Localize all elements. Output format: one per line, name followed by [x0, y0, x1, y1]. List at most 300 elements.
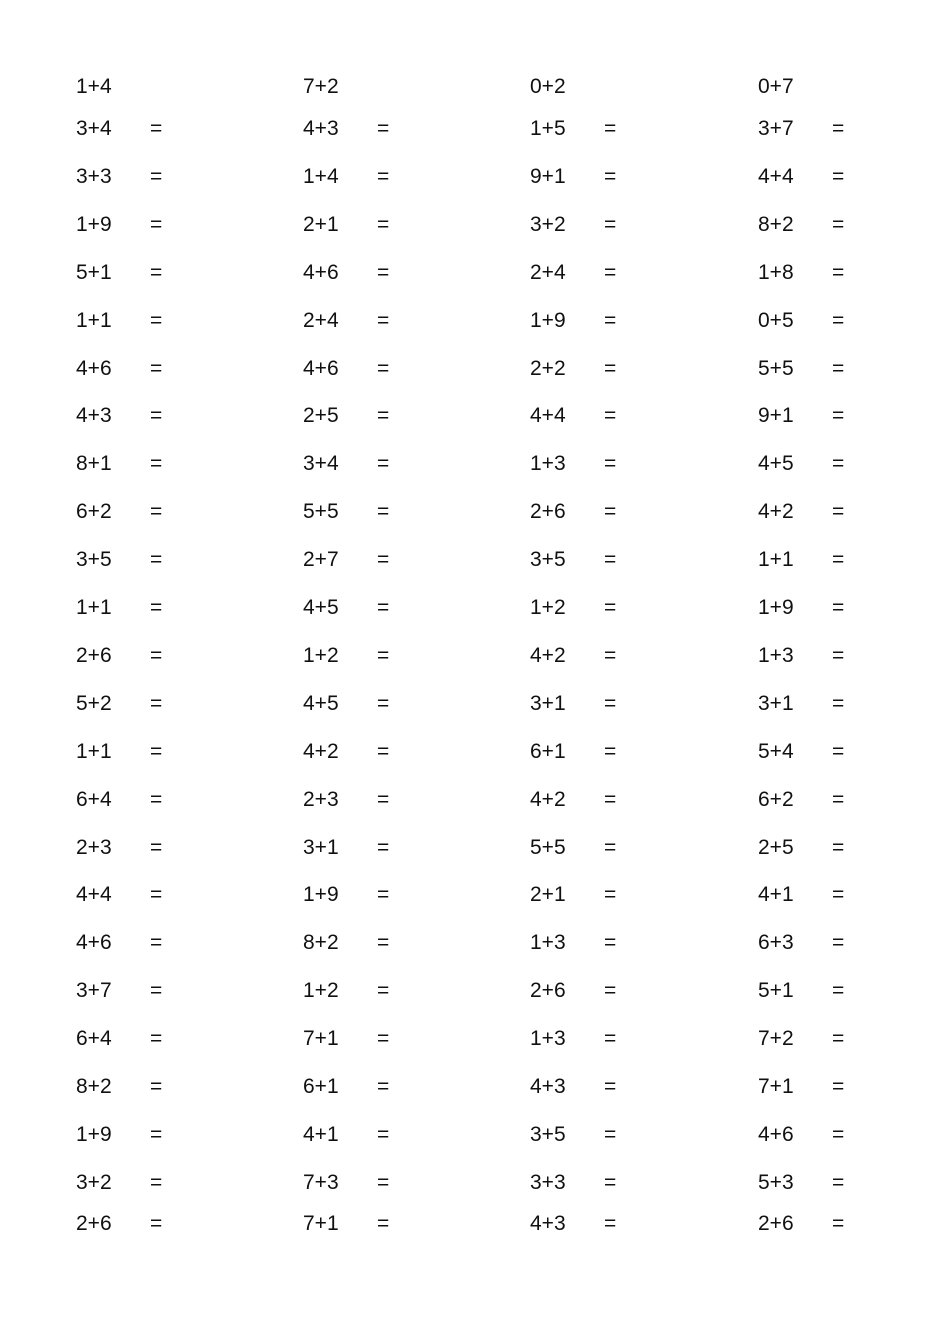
problem-expression: 1+1: [758, 548, 794, 571]
problem-cell: [76, 641, 276, 671]
problem-expression: 1+2: [303, 979, 339, 1002]
problem-expression: 4+6: [76, 931, 112, 954]
equals-sign: =: [832, 836, 845, 859]
equals-sign: =: [832, 165, 845, 188]
equals-sign: =: [150, 213, 163, 236]
problem-cell: [758, 210, 950, 240]
problem-cell: [76, 1168, 276, 1198]
problem-expression: 0+2: [530, 75, 566, 98]
equals-sign: =: [377, 1171, 390, 1194]
equals-sign: =: [377, 500, 390, 523]
problem-cell: [76, 976, 276, 1006]
problem-row: [0, 1209, 950, 1239]
equals-sign: =: [150, 117, 163, 140]
equals-sign: =: [377, 452, 390, 475]
problem-expression: 4+1: [758, 883, 794, 906]
problem-expression: 5+5: [530, 836, 566, 859]
problem-expression: 3+3: [76, 165, 112, 188]
equals-sign: =: [604, 1212, 617, 1235]
equals-sign: =: [604, 548, 617, 571]
problem-expression: 3+7: [76, 979, 112, 1002]
problem-row: [0, 976, 950, 1006]
problem-expression: 6+4: [76, 1027, 112, 1050]
problem-cell: [303, 354, 503, 384]
problem-cell: [530, 401, 730, 431]
problem-cell: [76, 497, 276, 527]
equals-sign: =: [377, 548, 390, 571]
problem-cell: [76, 258, 276, 288]
problem-expression: 7+2: [303, 75, 339, 98]
equals-sign: =: [604, 404, 617, 427]
problem-cell: [303, 1024, 503, 1054]
problem-cell: [758, 689, 950, 719]
problem-expression: 9+1: [530, 165, 566, 188]
equals-sign: =: [150, 1171, 163, 1194]
problem-cell: [303, 162, 503, 192]
problem-row: [0, 593, 950, 623]
equals-sign: =: [604, 596, 617, 619]
problem-cell: [758, 114, 950, 144]
problem-expression: 1+2: [530, 596, 566, 619]
equals-sign: =: [377, 357, 390, 380]
equals-sign: =: [604, 261, 617, 284]
problem-row: [0, 689, 950, 719]
problem-cell: [76, 72, 276, 102]
problem-cell: [303, 114, 503, 144]
equals-sign: =: [150, 740, 163, 763]
equals-sign: =: [604, 165, 617, 188]
problem-cell: [530, 737, 730, 767]
problem-cell: [303, 1072, 503, 1102]
problem-cell: [530, 545, 730, 575]
problem-expression: 1+3: [530, 1027, 566, 1050]
problem-row: [0, 928, 950, 958]
problem-cell: [530, 833, 730, 863]
equals-sign: =: [604, 788, 617, 811]
equals-sign: =: [832, 1212, 845, 1235]
equals-sign: =: [150, 692, 163, 715]
equals-sign: =: [377, 404, 390, 427]
problem-expression: 6+4: [76, 788, 112, 811]
problem-expression: 6+1: [303, 1075, 339, 1098]
problem-expression: 4+4: [758, 165, 794, 188]
problem-expression: 5+5: [758, 357, 794, 380]
problem-expression: 2+6: [530, 979, 566, 1002]
problem-expression: 9+1: [758, 404, 794, 427]
problem-expression: 3+2: [530, 213, 566, 236]
problem-expression: 8+1: [76, 452, 112, 475]
problem-expression: 7+2: [758, 1027, 794, 1050]
problem-expression: 4+3: [530, 1075, 566, 1098]
problem-cell: [530, 880, 730, 910]
problem-cell: [530, 210, 730, 240]
problem-cell: [758, 1209, 950, 1239]
equals-sign: =: [832, 213, 845, 236]
problem-cell: [530, 258, 730, 288]
equals-sign: =: [604, 1171, 617, 1194]
equals-sign: =: [150, 452, 163, 475]
problem-expression: 4+1: [303, 1123, 339, 1146]
problem-cell: [303, 306, 503, 336]
equals-sign: =: [150, 548, 163, 571]
problem-cell: [303, 641, 503, 671]
problem-expression: 7+1: [758, 1075, 794, 1098]
problem-cell: [76, 401, 276, 431]
problem-expression: 3+1: [758, 692, 794, 715]
equals-sign: =: [377, 261, 390, 284]
problem-cell: [530, 449, 730, 479]
problem-cell: [76, 833, 276, 863]
problem-expression: 5+1: [76, 261, 112, 284]
problem-cell: [530, 354, 730, 384]
problem-expression: 1+4: [303, 165, 339, 188]
problem-expression: 2+5: [758, 836, 794, 859]
equals-sign: =: [832, 692, 845, 715]
equals-sign: =: [377, 165, 390, 188]
problem-cell: [76, 306, 276, 336]
problem-cell: [76, 449, 276, 479]
problem-cell: [303, 737, 503, 767]
problem-expression: 1+4: [76, 75, 112, 98]
problem-cell: [758, 258, 950, 288]
equals-sign: =: [377, 692, 390, 715]
problem-row: [0, 401, 950, 431]
problem-expression: 6+3: [758, 931, 794, 954]
equals-sign: =: [604, 452, 617, 475]
problem-cell: [530, 1024, 730, 1054]
problem-expression: 4+3: [76, 404, 112, 427]
equals-sign: =: [604, 213, 617, 236]
problem-expression: 3+3: [530, 1171, 566, 1194]
problem-cell: [530, 497, 730, 527]
problem-expression: 6+1: [530, 740, 566, 763]
problem-expression: 1+9: [530, 309, 566, 332]
equals-sign: =: [832, 1171, 845, 1194]
problem-expression: 1+5: [530, 117, 566, 140]
problem-cell: [758, 449, 950, 479]
problem-expression: 3+5: [530, 548, 566, 571]
equals-sign: =: [150, 644, 163, 667]
problem-expression: 2+1: [530, 883, 566, 906]
problem-cell: [303, 1209, 503, 1239]
problem-row: [0, 1024, 950, 1054]
problem-expression: 2+6: [76, 1212, 112, 1235]
problem-expression: 8+2: [76, 1075, 112, 1098]
equals-sign: =: [150, 309, 163, 332]
problem-cell: [76, 210, 276, 240]
equals-sign: =: [604, 644, 617, 667]
problem-row: [0, 258, 950, 288]
problem-row: [0, 785, 950, 815]
problem-cell: [758, 162, 950, 192]
equals-sign: =: [832, 883, 845, 906]
equals-sign: =: [150, 261, 163, 284]
equals-sign: =: [150, 357, 163, 380]
problem-expression: 7+3: [303, 1171, 339, 1194]
equals-sign: =: [604, 692, 617, 715]
problem-cell: [76, 689, 276, 719]
problem-cell: [758, 976, 950, 1006]
problem-cell: [76, 162, 276, 192]
problem-expression: 7+1: [303, 1212, 339, 1235]
problem-cell: [76, 354, 276, 384]
equals-sign: =: [832, 740, 845, 763]
problem-cell: [76, 593, 276, 623]
equals-sign: =: [377, 836, 390, 859]
problem-cell: [758, 833, 950, 863]
equals-sign: =: [377, 309, 390, 332]
equals-sign: =: [832, 596, 845, 619]
problem-expression: 2+4: [530, 261, 566, 284]
problem-expression: 2+3: [76, 836, 112, 859]
problem-expression: 4+5: [303, 596, 339, 619]
problem-expression: 1+1: [76, 740, 112, 763]
problem-cell: [758, 401, 950, 431]
problem-cell: [303, 689, 503, 719]
problem-cell: [758, 1120, 950, 1150]
problem-cell: [530, 593, 730, 623]
problem-expression: 4+4: [530, 404, 566, 427]
problem-expression: 5+3: [758, 1171, 794, 1194]
problem-row: [0, 545, 950, 575]
problem-cell: [76, 928, 276, 958]
equals-sign: =: [832, 979, 845, 1002]
equals-sign: =: [832, 309, 845, 332]
problem-expression: 6+2: [758, 788, 794, 811]
problem-expression: 2+6: [76, 644, 112, 667]
problem-cell: [303, 928, 503, 958]
problem-expression: 2+6: [758, 1212, 794, 1235]
problem-expression: 1+2: [303, 644, 339, 667]
equals-sign: =: [832, 117, 845, 140]
equals-sign: =: [377, 788, 390, 811]
problem-cell: [76, 737, 276, 767]
problem-expression: 4+6: [76, 357, 112, 380]
problem-cell: [758, 1168, 950, 1198]
problem-cell: [530, 928, 730, 958]
problem-expression: 1+9: [76, 213, 112, 236]
equals-sign: =: [604, 1027, 617, 1050]
equals-sign: =: [150, 931, 163, 954]
problem-cell: [303, 593, 503, 623]
problem-cell: [303, 449, 503, 479]
problem-expression: 2+3: [303, 788, 339, 811]
problem-expression: 4+2: [530, 788, 566, 811]
problem-cell: [758, 593, 950, 623]
problem-cell: [303, 72, 503, 102]
problem-cell: [758, 545, 950, 575]
problem-cell: [303, 1168, 503, 1198]
equals-sign: =: [377, 740, 390, 763]
problem-expression: 7+1: [303, 1027, 339, 1050]
problem-cell: [76, 1024, 276, 1054]
problem-row: [0, 497, 950, 527]
problem-expression: 5+2: [76, 692, 112, 715]
equals-sign: =: [150, 1075, 163, 1098]
equals-sign: =: [832, 1027, 845, 1050]
equals-sign: =: [604, 1123, 617, 1146]
equals-sign: =: [604, 836, 617, 859]
problem-cell: [76, 1209, 276, 1239]
equals-sign: =: [832, 548, 845, 571]
equals-sign: =: [832, 644, 845, 667]
problem-cell: [303, 976, 503, 1006]
problem-cell: [758, 880, 950, 910]
problem-cell: [76, 1072, 276, 1102]
problem-cell: [530, 785, 730, 815]
problem-expression: 2+4: [303, 309, 339, 332]
problem-cell: [530, 1120, 730, 1150]
problem-cell: [303, 880, 503, 910]
equals-sign: =: [150, 883, 163, 906]
equals-sign: =: [150, 788, 163, 811]
problem-cell: [76, 545, 276, 575]
problem-cell: [758, 1072, 950, 1102]
problem-row: [0, 354, 950, 384]
equals-sign: =: [150, 1212, 163, 1235]
problem-cell: [758, 497, 950, 527]
problem-cell: [530, 162, 730, 192]
problem-expression: 8+2: [758, 213, 794, 236]
problem-cell: [303, 210, 503, 240]
equals-sign: =: [604, 117, 617, 140]
problem-expression: 4+5: [303, 692, 339, 715]
equals-sign: =: [832, 931, 845, 954]
problem-cell: [758, 306, 950, 336]
problem-row: [0, 833, 950, 863]
problem-cell: [303, 545, 503, 575]
equals-sign: =: [832, 452, 845, 475]
problem-expression: 6+2: [76, 500, 112, 523]
problem-expression: 4+2: [758, 500, 794, 523]
problem-cell: [303, 1120, 503, 1150]
problem-cell: [76, 880, 276, 910]
equals-sign: =: [832, 1075, 845, 1098]
problem-cell: [530, 976, 730, 1006]
problem-expression: 3+4: [76, 117, 112, 140]
equals-sign: =: [377, 1027, 390, 1050]
equals-sign: =: [604, 357, 617, 380]
equals-sign: =: [150, 1027, 163, 1050]
problem-cell: [530, 306, 730, 336]
problem-row: [0, 1072, 950, 1102]
equals-sign: =: [832, 1123, 845, 1146]
equals-sign: =: [150, 1123, 163, 1146]
problem-expression: 0+7: [758, 75, 794, 98]
problem-expression: 1+9: [76, 1123, 112, 1146]
problem-cell: [530, 1168, 730, 1198]
problem-expression: 1+9: [758, 596, 794, 619]
equals-sign: =: [604, 740, 617, 763]
equals-sign: =: [604, 309, 617, 332]
problem-cell: [758, 785, 950, 815]
equals-sign: =: [150, 165, 163, 188]
problem-cell: [303, 401, 503, 431]
problem-cell: [530, 689, 730, 719]
problem-expression: 1+3: [530, 452, 566, 475]
equals-sign: =: [832, 261, 845, 284]
equals-sign: =: [377, 931, 390, 954]
problem-expression: 4+6: [758, 1123, 794, 1146]
problem-expression: 2+2: [530, 357, 566, 380]
equals-sign: =: [377, 883, 390, 906]
problem-row: [0, 72, 950, 102]
equals-sign: =: [377, 117, 390, 140]
problem-cell: [758, 641, 950, 671]
problem-cell: [76, 1120, 276, 1150]
equals-sign: =: [604, 883, 617, 906]
problem-row: [0, 1168, 950, 1198]
problem-expression: 4+2: [303, 740, 339, 763]
equals-sign: =: [150, 979, 163, 1002]
problem-cell: [76, 785, 276, 815]
equals-sign: =: [150, 500, 163, 523]
problem-cell: [303, 497, 503, 527]
problem-expression: 3+4: [303, 452, 339, 475]
problem-expression: 2+6: [530, 500, 566, 523]
problem-cell: [758, 1024, 950, 1054]
problem-expression: 3+7: [758, 117, 794, 140]
problem-expression: 4+6: [303, 261, 339, 284]
problem-expression: 5+4: [758, 740, 794, 763]
equals-sign: =: [377, 1212, 390, 1235]
problem-expression: 4+6: [303, 357, 339, 380]
problem-cell: [530, 641, 730, 671]
problem-expression: 4+3: [303, 117, 339, 140]
problem-expression: 1+3: [758, 644, 794, 667]
problem-cell: [303, 785, 503, 815]
problem-cell: [530, 114, 730, 144]
problem-cell: [758, 354, 950, 384]
problem-row: [0, 449, 950, 479]
equals-sign: =: [377, 213, 390, 236]
equals-sign: =: [377, 596, 390, 619]
equals-sign: =: [150, 404, 163, 427]
equals-sign: =: [832, 788, 845, 811]
equals-sign: =: [604, 979, 617, 1002]
equals-sign: =: [604, 500, 617, 523]
problem-expression: 3+2: [76, 1171, 112, 1194]
problem-cell: [303, 258, 503, 288]
problem-cell: [530, 1209, 730, 1239]
problem-expression: 2+7: [303, 548, 339, 571]
equals-sign: =: [832, 500, 845, 523]
problem-cell: [76, 114, 276, 144]
problem-expression: 4+4: [76, 883, 112, 906]
problem-expression: 1+1: [76, 309, 112, 332]
equals-sign: =: [832, 404, 845, 427]
problem-expression: 1+1: [76, 596, 112, 619]
equals-sign: =: [377, 979, 390, 1002]
problem-cell: [530, 72, 730, 102]
problem-row: [0, 880, 950, 910]
equals-sign: =: [150, 836, 163, 859]
problem-cell: [758, 737, 950, 767]
equals-sign: =: [832, 357, 845, 380]
problem-row: [0, 1120, 950, 1150]
problem-row: [0, 306, 950, 336]
problem-cell: [758, 928, 950, 958]
problem-cell: [758, 72, 950, 102]
problem-expression: 1+9: [303, 883, 339, 906]
problem-expression: 3+5: [530, 1123, 566, 1146]
problem-expression: 2+1: [303, 213, 339, 236]
problem-expression: 3+1: [303, 836, 339, 859]
problem-expression: 5+5: [303, 500, 339, 523]
problem-expression: 4+2: [530, 644, 566, 667]
problem-expression: 8+2: [303, 931, 339, 954]
problem-row: [0, 114, 950, 144]
